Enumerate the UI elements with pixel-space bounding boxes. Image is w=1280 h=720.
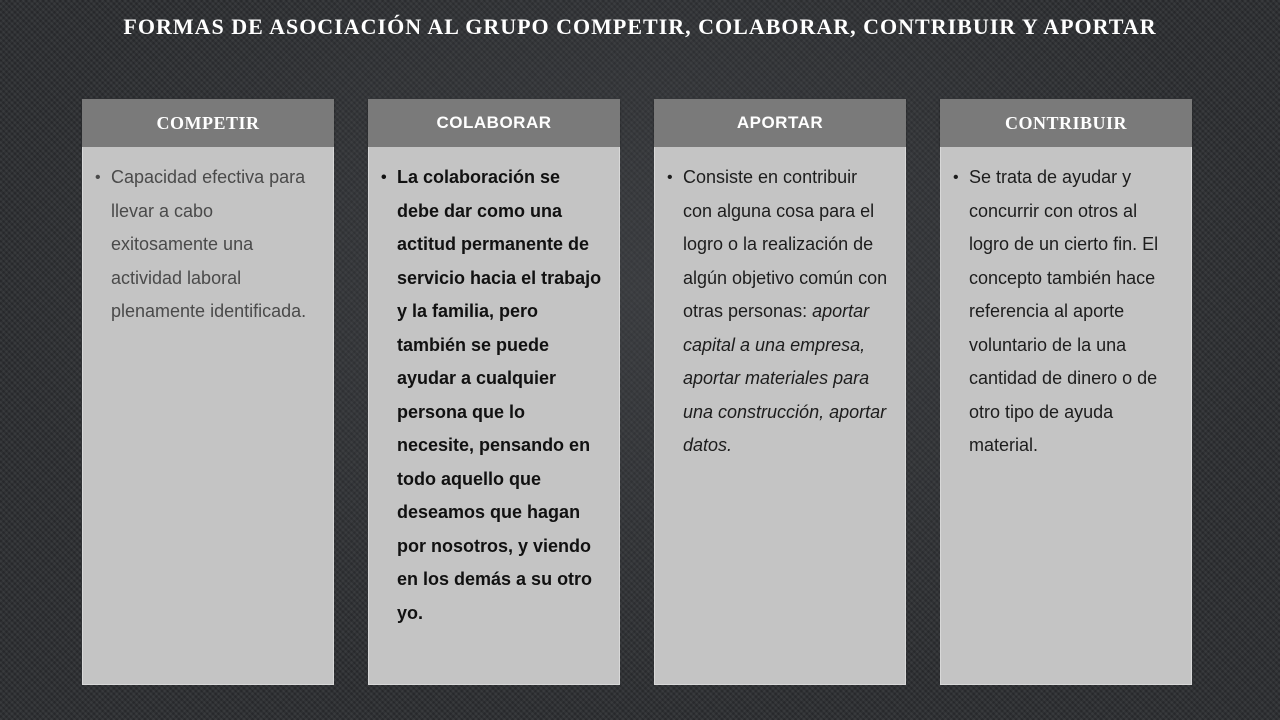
bullet-text-italic: aportar capital a una empresa, aportar materiales para una construcción, aportar datos.	[683, 301, 887, 455]
column-competir	[82, 99, 334, 685]
bullet-item: • Se trata de ayudar y concurrir con otros al logro de un cierto fin. El concepto también hace referencia al aporte voluntario de la una cantidad de dinero o de otro tipo de ayuda material.	[969, 161, 1177, 463]
column-body	[654, 147, 906, 685]
bullet-item	[683, 161, 891, 463]
column-header: COLABORAR	[368, 99, 620, 147]
bullet-text: Consiste en contribuir con alguna cosa para el logro o la realización de algún objetivo común con otras personas:	[683, 167, 888, 321]
bullet-list	[379, 161, 605, 630]
column-body	[368, 147, 620, 685]
column-colaborar	[368, 99, 620, 685]
column-header: CONTRIBUIR	[940, 99, 1192, 147]
bullet-list	[93, 161, 319, 329]
bullet-list	[665, 161, 891, 463]
column-body	[82, 147, 334, 685]
column-header: APORTAR	[654, 99, 906, 147]
bullet-item: • Capacidad efectiva para llevar a cabo exitosamente una actividad laboral plenamente identificada.	[111, 161, 319, 329]
column-aportar	[654, 99, 906, 685]
slide-title: FORMAS DE ASOCIACIÓN AL GRUPO COMPETIR, COLABORAR, CONTRIBUIR Y APORTAR	[123, 14, 1157, 39]
column-contribuir	[940, 99, 1192, 685]
bullet-list	[951, 161, 1177, 463]
column-header: COMPETIR	[82, 99, 334, 147]
column-body	[940, 147, 1192, 685]
bullet-item: • La colaboración se debe dar como una actitud permanente de servicio hacia el trabajo y la familia, pero también se puede ayudar a cualquier persona que lo necesite, pensando en todo aquello que deseamos que hagan por nosotros, y viendo en los demás a su otro yo.	[397, 161, 605, 630]
